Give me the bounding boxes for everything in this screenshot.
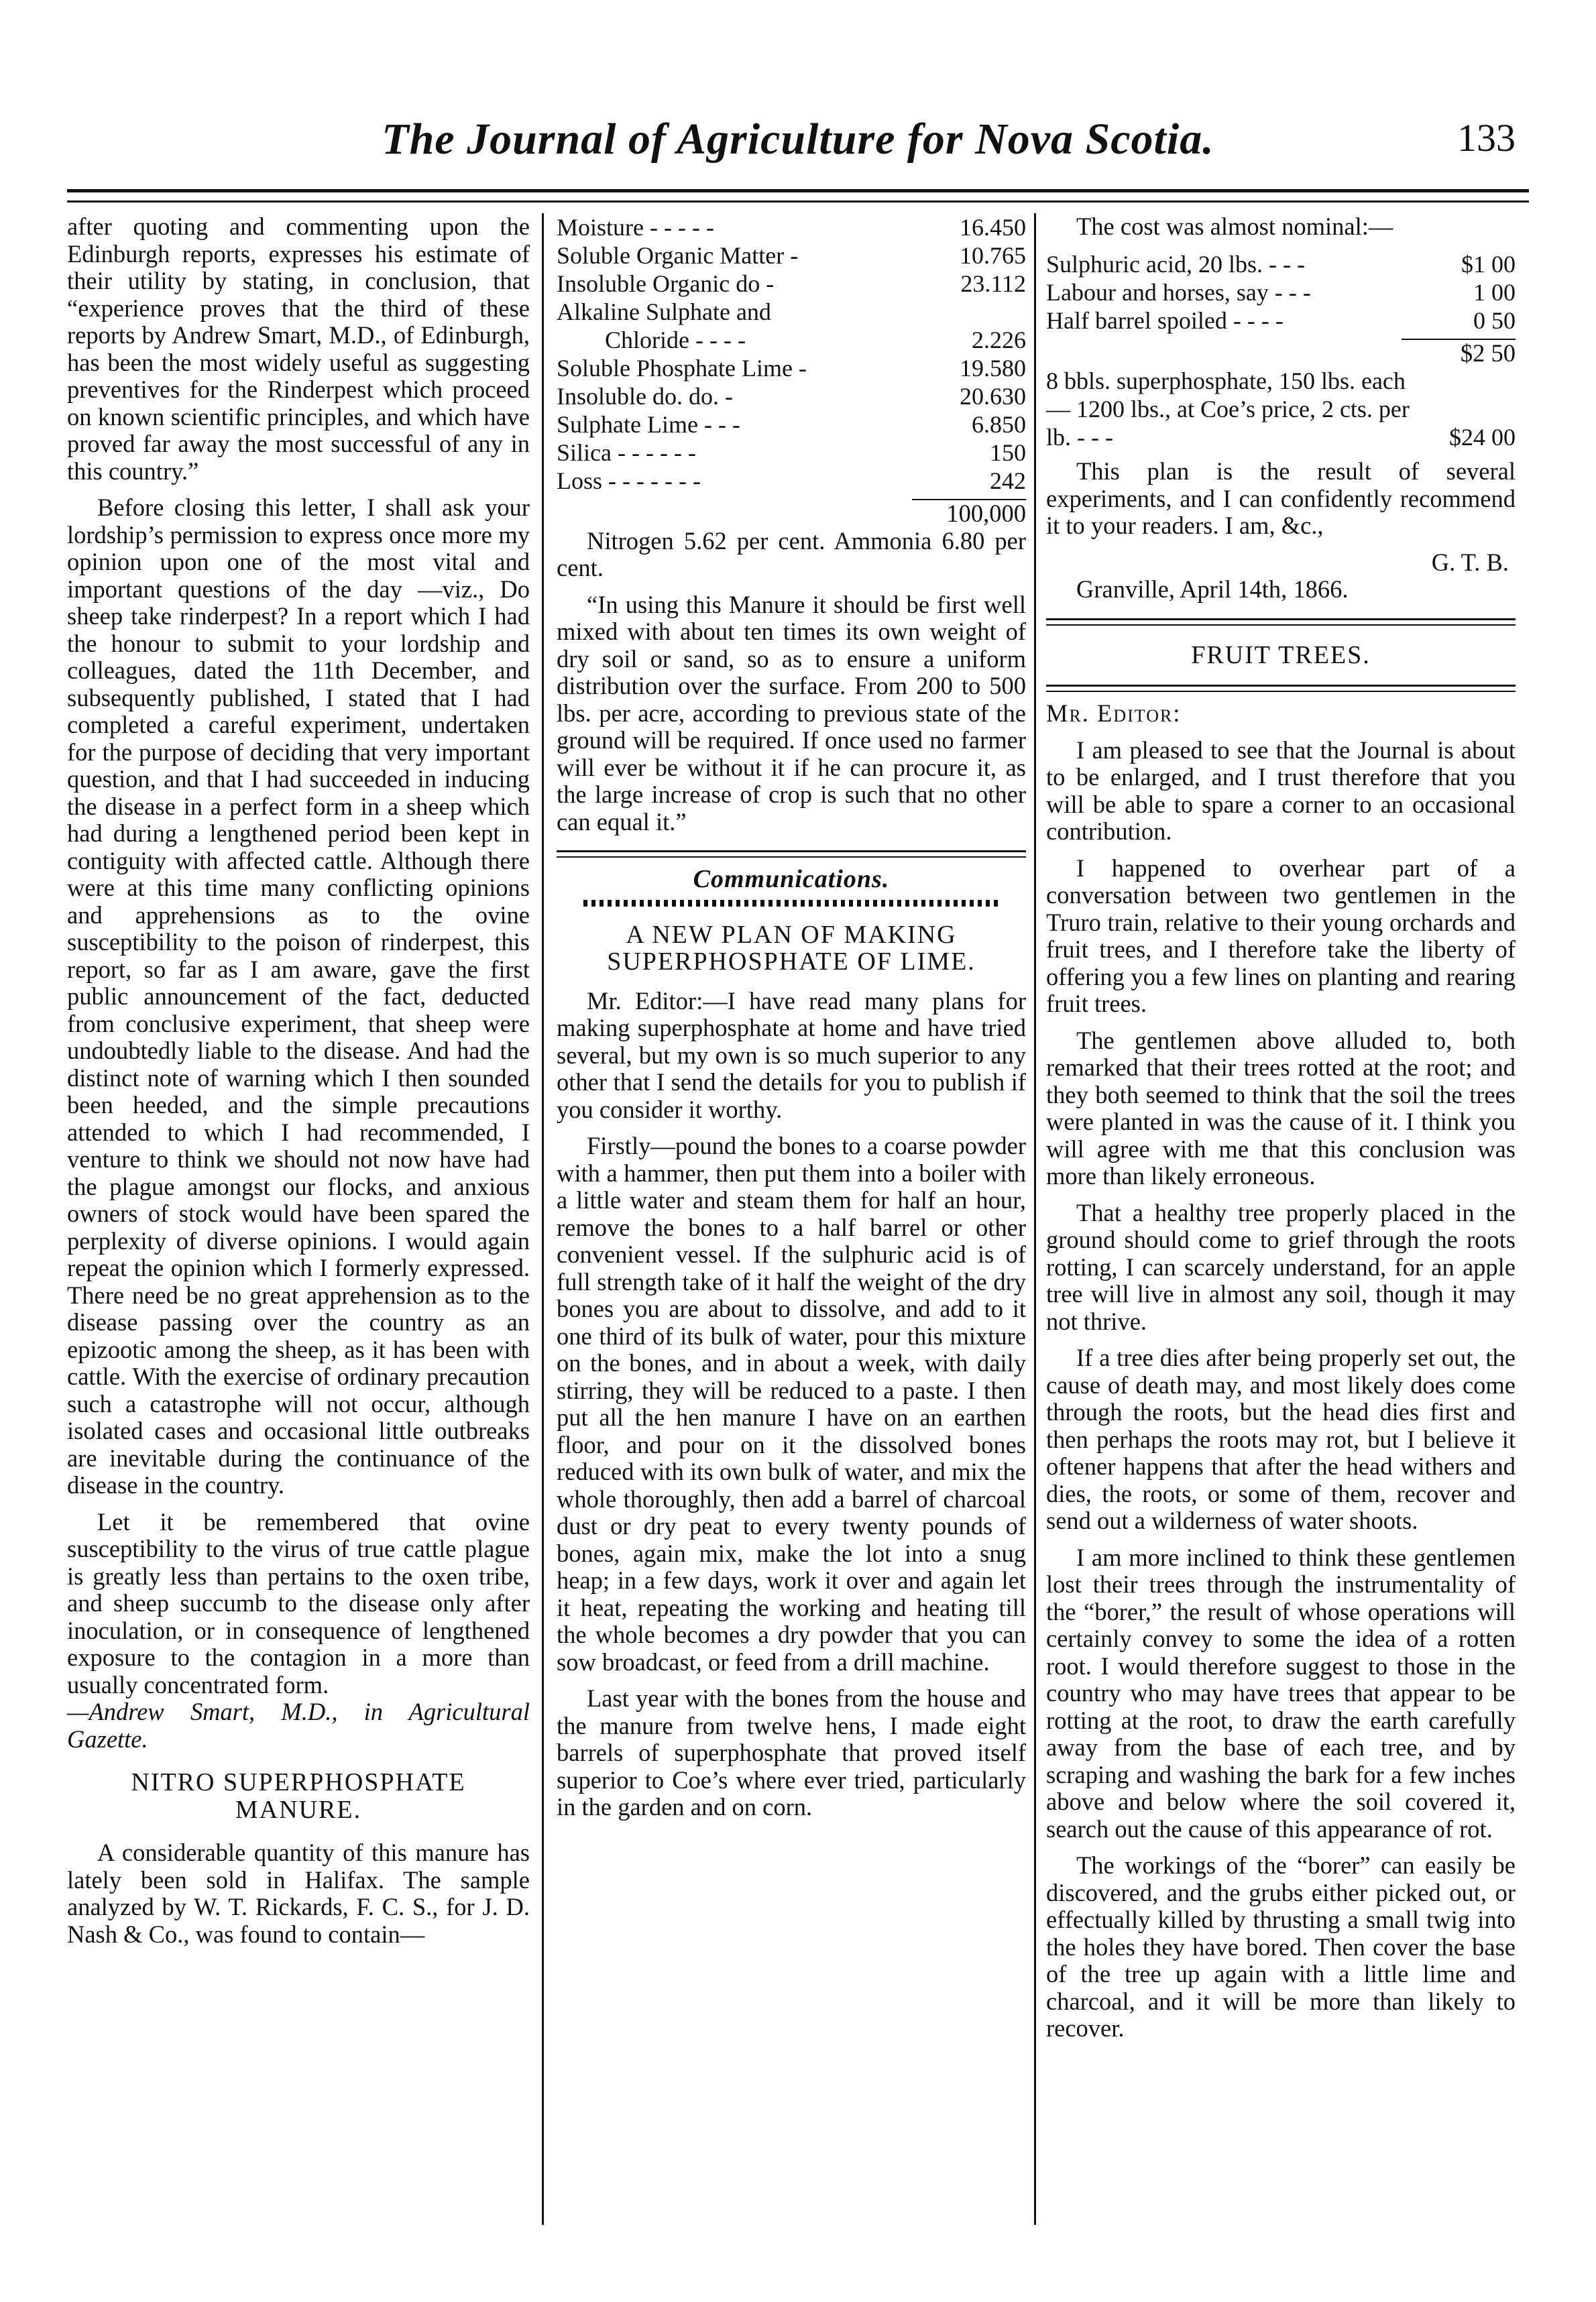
row-label: Sulphate Lime - - - bbox=[557, 411, 740, 438]
cost-table bbox=[1046, 250, 1516, 335]
column-1 bbox=[67, 213, 530, 1957]
section-heading: Communications. bbox=[693, 865, 890, 893]
masthead-title: The Journal of Agriculture for Nova Scotia. bbox=[382, 115, 1214, 164]
row-value: 16.450 bbox=[960, 214, 1026, 241]
row-label: Chloride - - - - bbox=[557, 327, 746, 353]
salutation: Mr. Editor: bbox=[1046, 699, 1182, 727]
row-label: Loss - - - - - - - bbox=[557, 467, 701, 494]
row-label: Labour and horses, say - - - bbox=[1046, 278, 1311, 306]
row-label: Silica - - - - - - bbox=[557, 439, 696, 466]
barrels-table bbox=[1046, 367, 1516, 451]
paragraph: I happened to overhear part of a conversation between two gentlemen in the Truro train, relative to their young orchards and fruit trees, and I therefore take the liberty of offering you a few lines on planting and rearing fruit trees. bbox=[1046, 854, 1516, 1017]
row-label: Insoluble do. do. - bbox=[557, 383, 733, 410]
paragraph: Before closing this letter, I shall ask your lordship’s permission to express once more my opinion upon one of the most vital and important questions of the day —viz., Do sheep take rinderpest? In a report which I had the honour to submit to your lordship and colleagues, dated the 11th December, and subsequently published, I stated that I had completed a careful experiment, undertaken for the purpose of deciding that very important question, and that I had succeeded in inducing the disease in a perfect form in a sheep which had during a lengthened period been kept in contiguity with affected cattle. Although there were at this time many conflicting opinions and apprehensions as to the ovine susceptibility to the poison of rinderpest, this report, so far as I am aware, gave the first public announcement of the fact, deducted from conclusive experiment, that sheep were undoubtedly liable to the disease. And had the distinct note of warning which I then sounded been heeded, and the simple precautions attended to which I had recommended, I venture to think we should not now have had the plague amongst our flocks, and anxious owners of stock would have been spared the perplexity of diverse opinions. I would again repeat the opinion which I formerly expressed. There need be no great apprehension as to the disease passing over the country as an epizootic among the sheep, as it has been with cattle. With the exercise of ordinary precaution such a catastrophe will not occur, although isolated cases and occasional little outbreaks are inevitable during the continuance of the disease in the country. bbox=[67, 494, 530, 1499]
table-row bbox=[1046, 250, 1516, 278]
row-value: 10.765 bbox=[960, 242, 1026, 269]
row-value bbox=[925, 298, 1026, 326]
table-row bbox=[557, 298, 1026, 326]
table-row bbox=[557, 213, 1026, 241]
cost-total: $2 50 bbox=[1460, 339, 1516, 367]
paragraph: The workings of the “borer” can easily be discovered, and the grubs either picked out, or effectually killed by thrusting a small twig into the holes they have bored. Then cover the base of the tree up again with a little lime and charcoal, and it will be more than likely to recover. bbox=[1046, 1851, 1516, 2042]
section-rule bbox=[1046, 685, 1516, 692]
row-label: Insoluble Organic do - bbox=[557, 270, 775, 297]
paragraph: If a tree dies after being properly set out, the cause of death may, and most likely does come through the roots, but the head dies first and then perhaps the roots may rot, but I believe it oftener happens that after the head withers and dies, the roots, or some of them, recover and send out a wilderness of water shoots. bbox=[1046, 1344, 1516, 1534]
row-value: 23.112 bbox=[960, 270, 1026, 297]
section-rule bbox=[557, 850, 1026, 858]
table-row bbox=[557, 354, 1026, 382]
paragraph: Let it be remembered that ovine susceptibility to the virus of true cattle plague is greatly less than pertains to the oxen tribe, and sheep succumb to the disease only after inoculation, or in consequence of lengthened exposure to the contagion in a more than usually concentrated form. bbox=[67, 1507, 530, 1699]
paragraph: I am more inclined to think these gentlemen lost their trees through the instrumentality of the “borer,” the result of whose operations will certainly convey to some the idea of a rotten root. I would therefore suggest to those in the country who may have trees that appear to be rotting at the root, to draw the earth carefully away from the base of each tree, and by scraping and washing the bark for a few inches above and below where the soil covered it, search out the cause of this appearance of rot. bbox=[1046, 1543, 1516, 1843]
table-row bbox=[557, 382, 1026, 410]
row-value: 20.630 bbox=[960, 383, 1026, 410]
row-label: Half barrel spoiled - - - - bbox=[1046, 306, 1284, 334]
header-rule bbox=[67, 189, 1529, 203]
paragraph: The cost was almost nominal:— bbox=[1076, 213, 1393, 240]
column-3 bbox=[1046, 213, 1516, 2052]
row-label: Soluble Organic Matter - bbox=[557, 242, 799, 269]
signature: G. T. B. bbox=[1431, 548, 1509, 576]
paragraph: That a healthy tree properly placed in the ground should come to grief through the roots rotting, I can scarcely understand, for an apple tree will live in almost any soil, though it may not thrive. bbox=[1046, 1198, 1516, 1335]
table-row bbox=[557, 326, 1026, 354]
table-row bbox=[557, 270, 1026, 298]
page-header bbox=[67, 107, 1529, 181]
column-divider bbox=[542, 213, 544, 2225]
page-number: 133 bbox=[1457, 116, 1516, 160]
row-value: 0 50 bbox=[1473, 306, 1516, 334]
analysis-table bbox=[557, 213, 1026, 495]
paragraph: Nitrogen 5.62 per cent. Ammonia 6.80 per cent. bbox=[557, 526, 1026, 581]
row-value: 19.580 bbox=[960, 355, 1026, 382]
row-value: 1 00 bbox=[1473, 278, 1516, 306]
row-value: $1 00 bbox=[1461, 250, 1516, 278]
wavy-rule bbox=[583, 900, 999, 907]
row-label: Moisture - - - - - bbox=[557, 214, 714, 241]
table-row bbox=[557, 439, 1026, 467]
analysis-total: 100,000 bbox=[946, 500, 1026, 527]
row-label: Soluble Phosphate Lime - bbox=[557, 355, 807, 382]
barrels-value: $24 00 bbox=[1449, 424, 1516, 451]
table-row bbox=[557, 467, 1026, 495]
column-2 bbox=[557, 213, 1026, 1831]
row-value: 2.226 bbox=[972, 327, 1026, 353]
table-row bbox=[1046, 306, 1516, 335]
article-heading: FRUIT TREES. bbox=[1191, 640, 1371, 669]
article-heading: NITRO SUPERPHOSPHATE MANURE. bbox=[131, 1768, 466, 1824]
barrels-label: 8 bbls. superphosphate, 150 lbs. each — 1200 lbs., at Coe’s price, 2 cts. per lb. - - - bbox=[1046, 367, 1410, 451]
article-heading: A NEW PLAN OF MAKING SUPERPHOSPHATE OF LIME. bbox=[607, 920, 976, 976]
paragraph: after quoting and commenting upon the Edinburgh reports, expresses his estimate of their utility by stating, in conclusion, that “experience proves that the third of these reports by Andrew Smart, M.D., of Edinburgh, has been the most widely useful as suggesting preventives for the Rinderpest which proceed on known scientific principles, and which have proved far away the most successful of any in this country.” bbox=[67, 213, 530, 485]
table-row bbox=[1046, 278, 1516, 306]
paragraph: The gentlemen above alluded to, both remarked that their trees rotted at the root; and they both seemed to think that the soil the trees were planted in was the cause of it. I think you will agree with me that this conclusion was more than likely erroneous. bbox=[1046, 1026, 1516, 1190]
dateline: Granville, April 14th, 1866. bbox=[1076, 575, 1349, 603]
paragraph: This plan is the result of several experiments, and I can confidently recommend it to your readers. I am, &c., bbox=[1046, 457, 1516, 539]
row-value: 6.850 bbox=[972, 411, 1026, 438]
row-value: 242 bbox=[990, 467, 1026, 494]
row-label: Sulphuric acid, 20 lbs. - - - bbox=[1046, 250, 1305, 278]
paragraph: I am pleased to see that the Journal is about to be enlarged, and I trust therefore that you will be able to spare a corner to an occasional contribution. bbox=[1046, 736, 1516, 845]
paragraph: Last year with the bones from the house and the manure from twelve hens, I made eight barrels of superphosphate that proved itself superior to Coe’s where ever tried, particularly in the garden and on corn. bbox=[557, 1684, 1026, 1821]
table-row bbox=[557, 410, 1026, 439]
paragraph: Mr. Editor:—I have read many plans for making superphosphate at home and have tried several, but my own is so much superior to any other that I send the details for you to publish if you consider it worthy. bbox=[557, 986, 1026, 1123]
credit-line: —Andrew Smart, M.D., in Agricultural Gazette. bbox=[67, 1698, 530, 1753]
column-divider bbox=[1034, 213, 1036, 2225]
paragraph: A considerable quantity of this manure has lately been sold in Halifax. The sample analyzed by W. T. Rickards, F. C. S., for J. D. Nash & Co., was found to contain— bbox=[67, 1839, 530, 1948]
row-label: Alkaline Sulphate and bbox=[557, 298, 771, 325]
paragraph: Firstly—pound the bones to a coarse powder with a hammer, then put them into a boiler with a little water and steam them for half an hour, remove the bones to a half barrel or other convenient vessel. If the sulphuric acid is of full strength take of it half the weight of the dry bones you are about to dissolve, and add to it one third of its bulk of water, pour this mixture on the bones, and in about a week, with daily stirring, they will be reduced to a paste. I then put all the hen manure I have on an earthen floor, and pour on it the dissolved bones reduced with its own bulk of water, and mix the whole thoroughly, then add a barrel of charcoal dust or dry peat to every twenty pounds of bones, again mix, make the lot into a snug heap; in a few days, work it over and again let it heat, repeating the working and heating till the whole becomes a dry powder that you can sow broadcast, or feed from a drill machine. bbox=[557, 1132, 1026, 1676]
table-row bbox=[557, 241, 1026, 270]
section-rule bbox=[1046, 618, 1516, 626]
row-value: 150 bbox=[990, 439, 1026, 466]
quote-paragraph: “In using this Manure it should be first well mixed with about ten times its own weight of dry soil or sand, so as to ensure a uniform distribution over the surface. From 200 to 500 lbs. per acre, according to previous state of the ground will be required. If once used no farmer will ever be without it if he can procure it, as the large increase of crop is such that no other can equal it.” bbox=[557, 590, 1026, 836]
